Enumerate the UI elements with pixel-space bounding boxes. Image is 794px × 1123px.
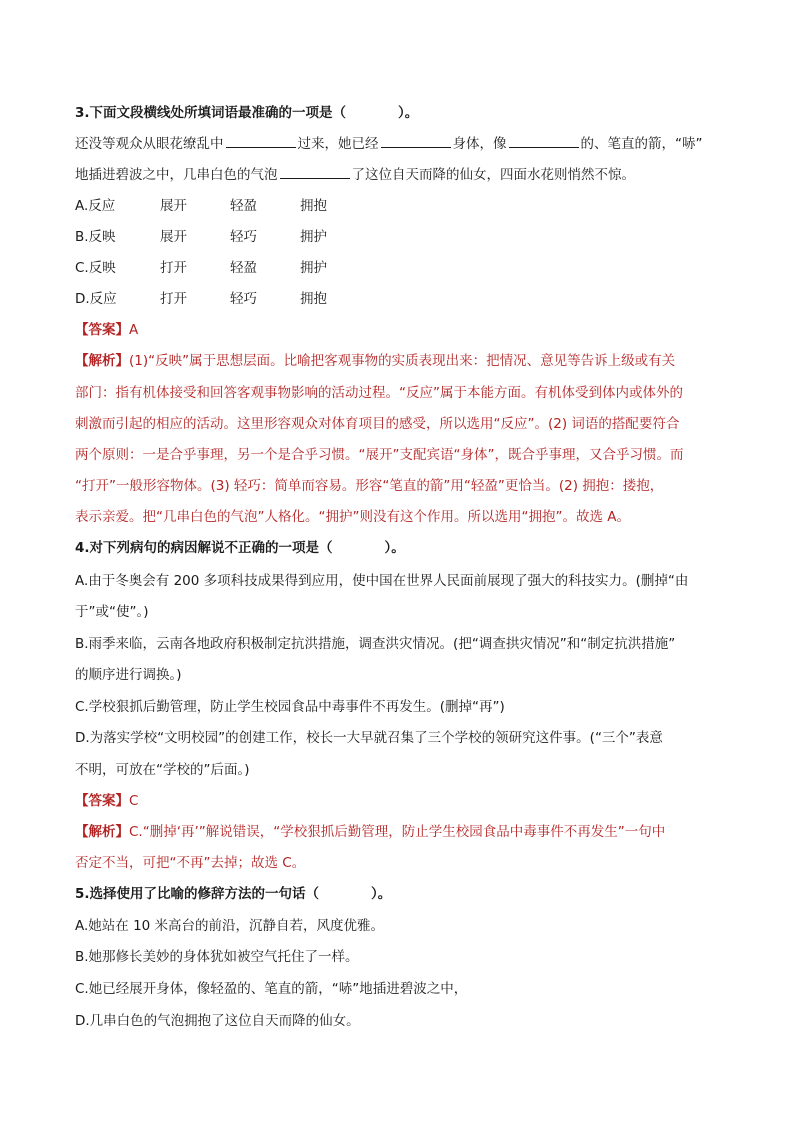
- q5-title-end: ）。: [371, 886, 392, 902]
- q3-passage-text: 了这位自天而降的仙女，四面水花则悄然不惊。: [351, 167, 635, 183]
- blank-3: [509, 134, 579, 148]
- option-word: 轻巧: [230, 229, 257, 245]
- analysis-text: 表示亲爱。把“几串白色的气泡”人格化。“拥护”则没有这个作用。所以选用“拥抱”。故选 A。: [75, 509, 630, 525]
- q4-title-end: ）。: [384, 540, 405, 556]
- q4-option-d-cont: 不明，可放在“学校的”后面。): [75, 762, 250, 778]
- analysis-text: 两个原则：一是合乎事理，另一个是合乎习惯。“展开”支配宾语“身体”，既合乎事理，又合乎习惯。而: [75, 447, 684, 463]
- answer-tag: 【答案】: [75, 322, 129, 338]
- option-word: 拥抱: [300, 291, 327, 307]
- option-word: 轻盈: [230, 198, 257, 214]
- answer-value: C: [129, 793, 139, 809]
- q3-answer: [75, 321, 138, 339]
- analysis-text: 部门：指有机体接受和回答客观事物影响的活动过程。“反应”属于本能方面。有机体受到体内或体外的: [75, 385, 683, 401]
- option-word: 打开: [160, 291, 187, 307]
- option-word: 拥抱: [300, 198, 327, 214]
- answer-tag: 【答案】: [75, 793, 129, 809]
- option-word: 展开: [160, 229, 187, 245]
- blank-2: [381, 134, 451, 148]
- q4-title: [75, 539, 405, 557]
- q5-title: [75, 885, 391, 903]
- option-label: B.反映: [75, 229, 116, 245]
- analysis-tag: 【解析】: [75, 353, 129, 369]
- analysis-text: 刺激而引起的相应的活动。这里形容观众对体育项目的感受，所以选用“反应”。(2) 词语的搭配要符合: [75, 416, 680, 432]
- q3-passage-text: 身体，像: [452, 136, 507, 152]
- option-word: 打开: [160, 260, 187, 276]
- q5-option-a: A.她站在 10 米高台的前沿，沉静自若，风度优雅。: [75, 918, 385, 934]
- q3-passage-text: 还没等观众从眼花缭乱中: [75, 136, 224, 152]
- q4-option-b: B.雨季来临，云南各地政府积极制定抗洪措施，调查洪灾情况。(把“调查拱灾情况”和“制定抗洪措施”: [75, 636, 676, 652]
- option-word: 展开: [160, 198, 187, 214]
- q3-title-end: ）。: [398, 105, 419, 121]
- q4-option-a: A.由于冬奥会有 200 多项科技成果得到应用，使中国在世界人民面前展现了强大的科技实力。(删掉“由: [75, 573, 689, 589]
- q4-answer: [75, 792, 138, 810]
- option-word: 拥护: [300, 260, 327, 276]
- q5-option-d: D.几串白色的气泡拥抱了这位自天而降的仙女。: [75, 1013, 360, 1029]
- q4-title-text: 4.对下列病句的病因解说不正确的一项是（: [75, 540, 333, 556]
- q3-passage-text: 过来，她已经: [297, 136, 379, 152]
- option-label: D.反应: [75, 291, 117, 307]
- option-label: C.反映: [75, 260, 116, 276]
- option-word: 轻巧: [230, 291, 257, 307]
- q3-title-text: 3.下面文段横线处所填词语最准确的一项是（: [75, 105, 347, 121]
- q3-passage-line-2: [75, 165, 635, 184]
- blank-4: [280, 165, 350, 179]
- analysis-text: 否定不当，可把“不再”去掉；故选 C。: [75, 855, 306, 871]
- answer-value: A: [129, 322, 139, 338]
- analysis-text: “打开”一般形容物体。(3) 轻巧：简单而容易。形容“笔直的箭”用“轻盈”更恰当。(2) 拥抱：搂抱，: [75, 478, 664, 494]
- analysis-text: (1)“反映”属于思想层面。比喻把客观事物的实质表现出来：把情况、意见等告诉上级或有关: [129, 353, 676, 369]
- q5-option-c: C.她已经展开身体，像轻盈的、笔直的箭，“哧”地插进碧波之中，: [75, 981, 468, 997]
- q5-option-b: B.她那修长美妙的身体犹如被空气托住了一样。: [75, 949, 359, 965]
- q3-passage-text: 的、笔直的箭，“哧”: [580, 136, 703, 152]
- q5-title-text: 5.选择使用了比喻的修辞方法的一句话（: [75, 886, 320, 902]
- q3-passage-line-1: [75, 134, 703, 153]
- q4-option-c: C.学校狠抓后勤管理，防止学生校园食品中毒事件不再发生。(删掉“再”): [75, 699, 505, 715]
- q3-title: [75, 104, 418, 122]
- analysis-tag: 【解析】: [75, 824, 129, 840]
- blank-1: [226, 134, 296, 148]
- q3-passage-text: 地插进碧波之中，几串白色的气泡: [75, 167, 278, 183]
- option-word: 轻盈: [230, 260, 257, 276]
- analysis-text: C.“删掉‘再’”解说错误，“学校狠抓后勤管理，防止学生校园食品中毒事件不再发生”一句中: [129, 824, 666, 840]
- option-word: 拥护: [300, 229, 327, 245]
- q4-option-b-cont: 的顺序进行调换。): [75, 667, 182, 683]
- option-label: A.反应: [75, 198, 116, 214]
- q4-option-d: D.为落实学校“文明校园”的创建工作，校长一大早就召集了三个学校的领研究这件事。(“三个”表意: [75, 730, 663, 746]
- q4-option-a-cont: 于”或“使”。): [75, 604, 149, 620]
